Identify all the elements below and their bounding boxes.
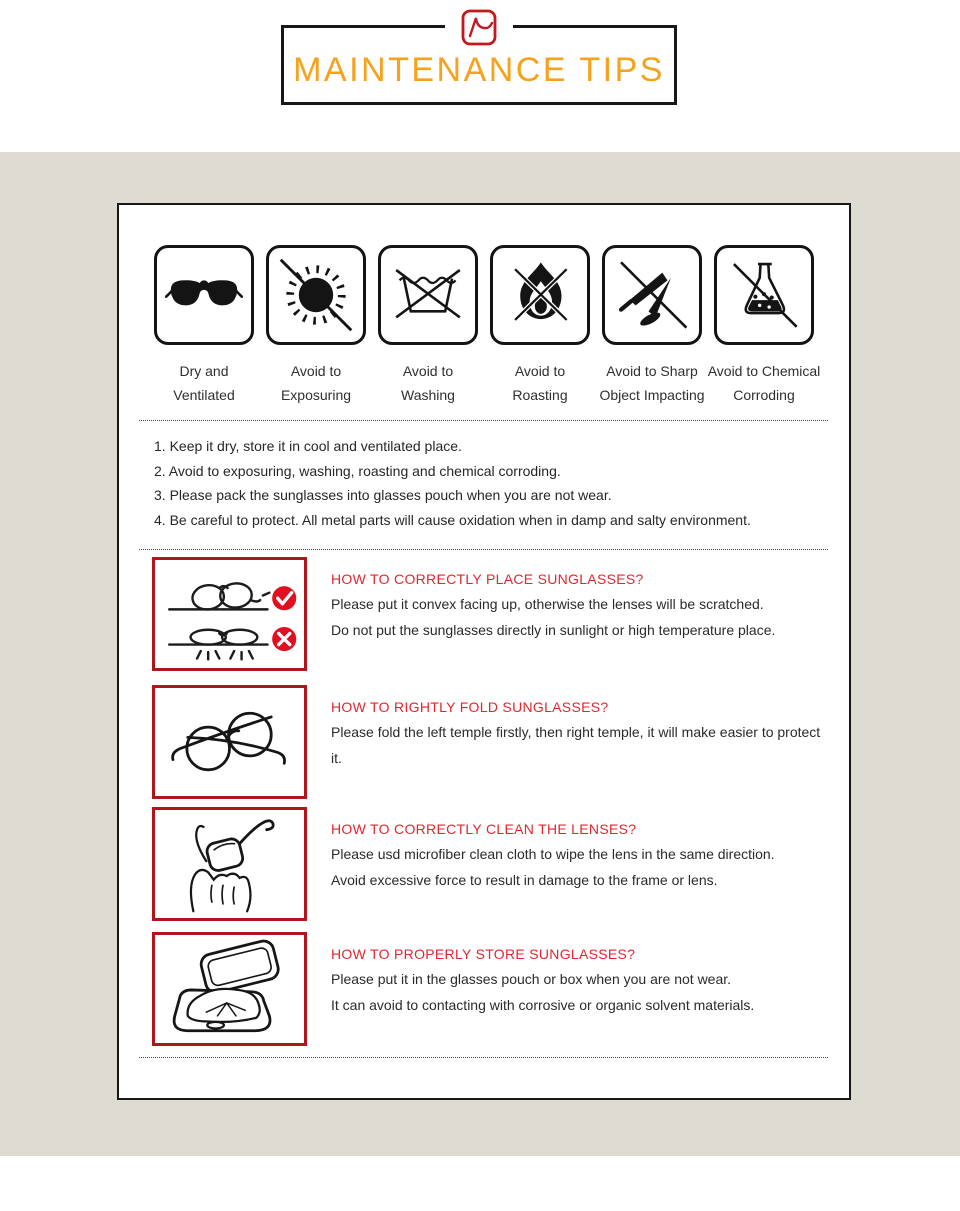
care-symbol-dry-ventilated xyxy=(154,245,254,407)
howto-text xyxy=(331,685,829,799)
clean-lenses-illustration xyxy=(152,807,307,921)
care-rule: 4. Be careful to protect. All metal parts will cause oxidation when in damp and salty environment. xyxy=(154,511,751,528)
howto-line: Please put it convex facing up, otherwise the lenses will be scratched. xyxy=(331,596,764,612)
place-sunglasses-illustration xyxy=(152,557,307,671)
howto-fold-section xyxy=(152,685,829,799)
care-symbol-label: Avoid to Sharp Object Impacting xyxy=(599,363,705,403)
care-symbol-label: Avoid to Washing xyxy=(401,363,455,403)
howto-heading: HOW TO CORRECTLY CLEAN THE LENSES? xyxy=(331,821,637,837)
bottom-white-band xyxy=(0,1156,960,1211)
no-roasting-icon xyxy=(490,245,590,345)
header-box xyxy=(281,25,677,105)
glasses-swoosh-icon xyxy=(445,7,513,47)
care-symbol-row xyxy=(119,245,849,407)
fold-sunglasses-illustration xyxy=(152,685,307,799)
care-symbol-no-washing xyxy=(378,245,478,407)
care-symbol-label: Avoid to Exposuring xyxy=(280,363,352,403)
howto-heading: HOW TO RIGHTLY FOLD SUNGLASSES? xyxy=(331,699,609,715)
howto-line: Avoid excessive force to result in damage to the frame or lens. xyxy=(331,871,718,888)
care-symbol-label: Dry and Ventilated xyxy=(173,363,235,403)
dotted-divider xyxy=(139,1057,828,1058)
cross-badge-icon xyxy=(272,627,296,651)
no-washing-icon xyxy=(378,245,478,345)
care-rules-list xyxy=(154,434,829,532)
howto-place-section xyxy=(152,557,829,671)
care-symbol-label: Avoid to Chemical Corroding xyxy=(707,363,821,403)
no-sharp-object-icon xyxy=(602,245,702,345)
howto-store-section xyxy=(152,932,829,1046)
care-rule: 1. Keep it dry, store it in cool and ventilated place. xyxy=(154,438,462,454)
howto-line: Do not put the sunglasses directly in sunlight or high temperature place. xyxy=(331,621,776,638)
sunglasses-icon xyxy=(154,245,254,345)
howto-line: It can avoid to contacting with corrosive or organic solvent materials. xyxy=(331,996,755,1013)
howto-line: Please put it in the glasses pouch or box when you are not wear. xyxy=(331,971,732,987)
no-sun-exposure-icon xyxy=(266,245,366,345)
howto-heading: HOW TO PROPERLY STORE SUNGLASSES? xyxy=(331,946,636,962)
howto-text xyxy=(331,932,754,1046)
maintenance-card xyxy=(117,203,851,1100)
howto-line: Please usd microfiber clean cloth to wipe the lens in the same direction. xyxy=(331,846,775,862)
howto-text xyxy=(331,557,775,671)
care-symbol-label: Avoid to Roasting xyxy=(512,363,568,403)
care-symbol-no-chemical xyxy=(707,245,821,407)
care-symbol-no-roasting xyxy=(490,245,590,407)
howto-text xyxy=(331,807,775,921)
care-rule: 2. Avoid to exposuring, washing, roasting and chemical corroding. xyxy=(154,462,561,479)
howto-clean-section xyxy=(152,807,829,921)
dotted-divider xyxy=(139,420,828,421)
care-symbol-no-sharp-object xyxy=(599,245,705,407)
care-rule: 3. Please pack the sunglasses into glasses pouch when you are not wear. xyxy=(154,487,612,503)
care-symbol-no-exposure xyxy=(266,245,366,407)
check-badge-icon xyxy=(272,586,296,610)
no-chemical-icon xyxy=(714,245,814,345)
howto-heading: HOW TO CORRECTLY PLACE SUNGLASSES? xyxy=(331,571,644,587)
dotted-divider xyxy=(139,549,828,550)
page-title: MAINTENANCE TIPS xyxy=(293,50,665,89)
store-sunglasses-illustration xyxy=(152,932,307,1046)
howto-line: Please fold the left temple firstly, then right temple, it will make easier to protect it. xyxy=(331,724,821,766)
